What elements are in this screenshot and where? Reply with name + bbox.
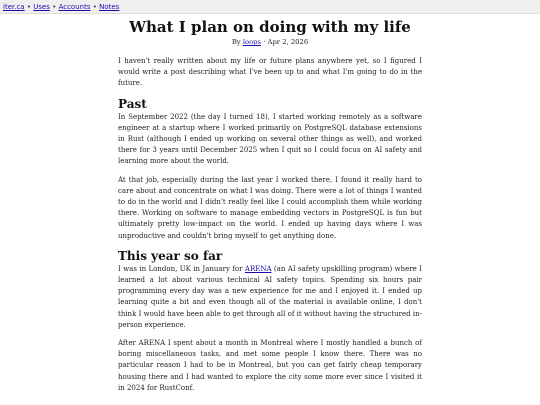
intro-paragraph: I haven't really written about my life or future plans anywhere yet, so I figured I would write a post describing what I've been up to and what I'm going to do in the future.: [118, 57, 422, 88]
nav-link-uses[interactable]: Uses: [33, 3, 50, 11]
page-title: What I plan on doing with my life: [129, 18, 411, 36]
arena-link[interactable]: ARENA: [244, 264, 272, 273]
post-date: Apr 2, 2026: [267, 38, 309, 46]
text-segment: I was in London, UK in January for: [118, 264, 245, 273]
section-heading-this-year: This year so far: [118, 248, 223, 263]
nav-separator: •: [92, 3, 97, 11]
byline-separator: ·: [263, 38, 266, 46]
nav-separator: •: [26, 3, 31, 11]
byline-prefix: By: [231, 38, 241, 46]
text-segment: (an AI safety upskilling program) where I learned a lot about various technical AI safety topics. Spending six hours pair programming every day was a new experience for me and I enjoyed it. I ended up learning quite a bit and even though all of the material is available online, I don't think I would have been able to get through all of it without having the structured in-person experience.: [118, 264, 422, 329]
article: [118, 17, 422, 394]
nav-separator: •: [52, 3, 57, 11]
section-heading-past: Past: [118, 96, 147, 111]
author-link[interactable]: loops: [242, 38, 262, 46]
byline: [118, 37, 422, 47]
nav-link-notes[interactable]: Notes: [99, 3, 120, 11]
nav-link-home[interactable]: iter.ca: [3, 3, 25, 11]
past-paragraph-2: At that job, especially during the last year I worked there, I found it really hard to care about and concentrate on what I was doing. There were a lot of things I wanted to do in the world and I didn't really feel like I could accomplish them while working there. Working on software to manage embedding vectors in PostgreSQL is fun but ultimately pretty low-impact on the world. I ended up having days where I was unproductive and couldn't bring myself to get anything done.: [118, 175, 422, 240]
this-year-paragraph-1: [118, 264, 422, 331]
this-year-paragraph-2: After ARENA I spent about a month in Montreal where I mostly handled a bunch of boring miscellaneous tasks, and met some people I know there. There was no particular reason I had to be in Montreal, but you can get fairly cheap temporary housing there and I had wanted to explore the city some more ever since I visited it in 2024 for RustConf.: [118, 339, 422, 392]
past-paragraph-1: In September 2022 (the day I turned 18), I started working remotely as a software engineer at a startup where I worked primarily on PostgreSQL database extensions in Rust (although I ended up working on several other things as well), and worked there for 3 years until December 2025 when I quit so I could focus on AI safety and learning more about the world.: [118, 112, 422, 166]
nav-link-accounts[interactable]: Accounts: [58, 3, 91, 11]
top-nav-bar: [0, 0, 540, 14]
